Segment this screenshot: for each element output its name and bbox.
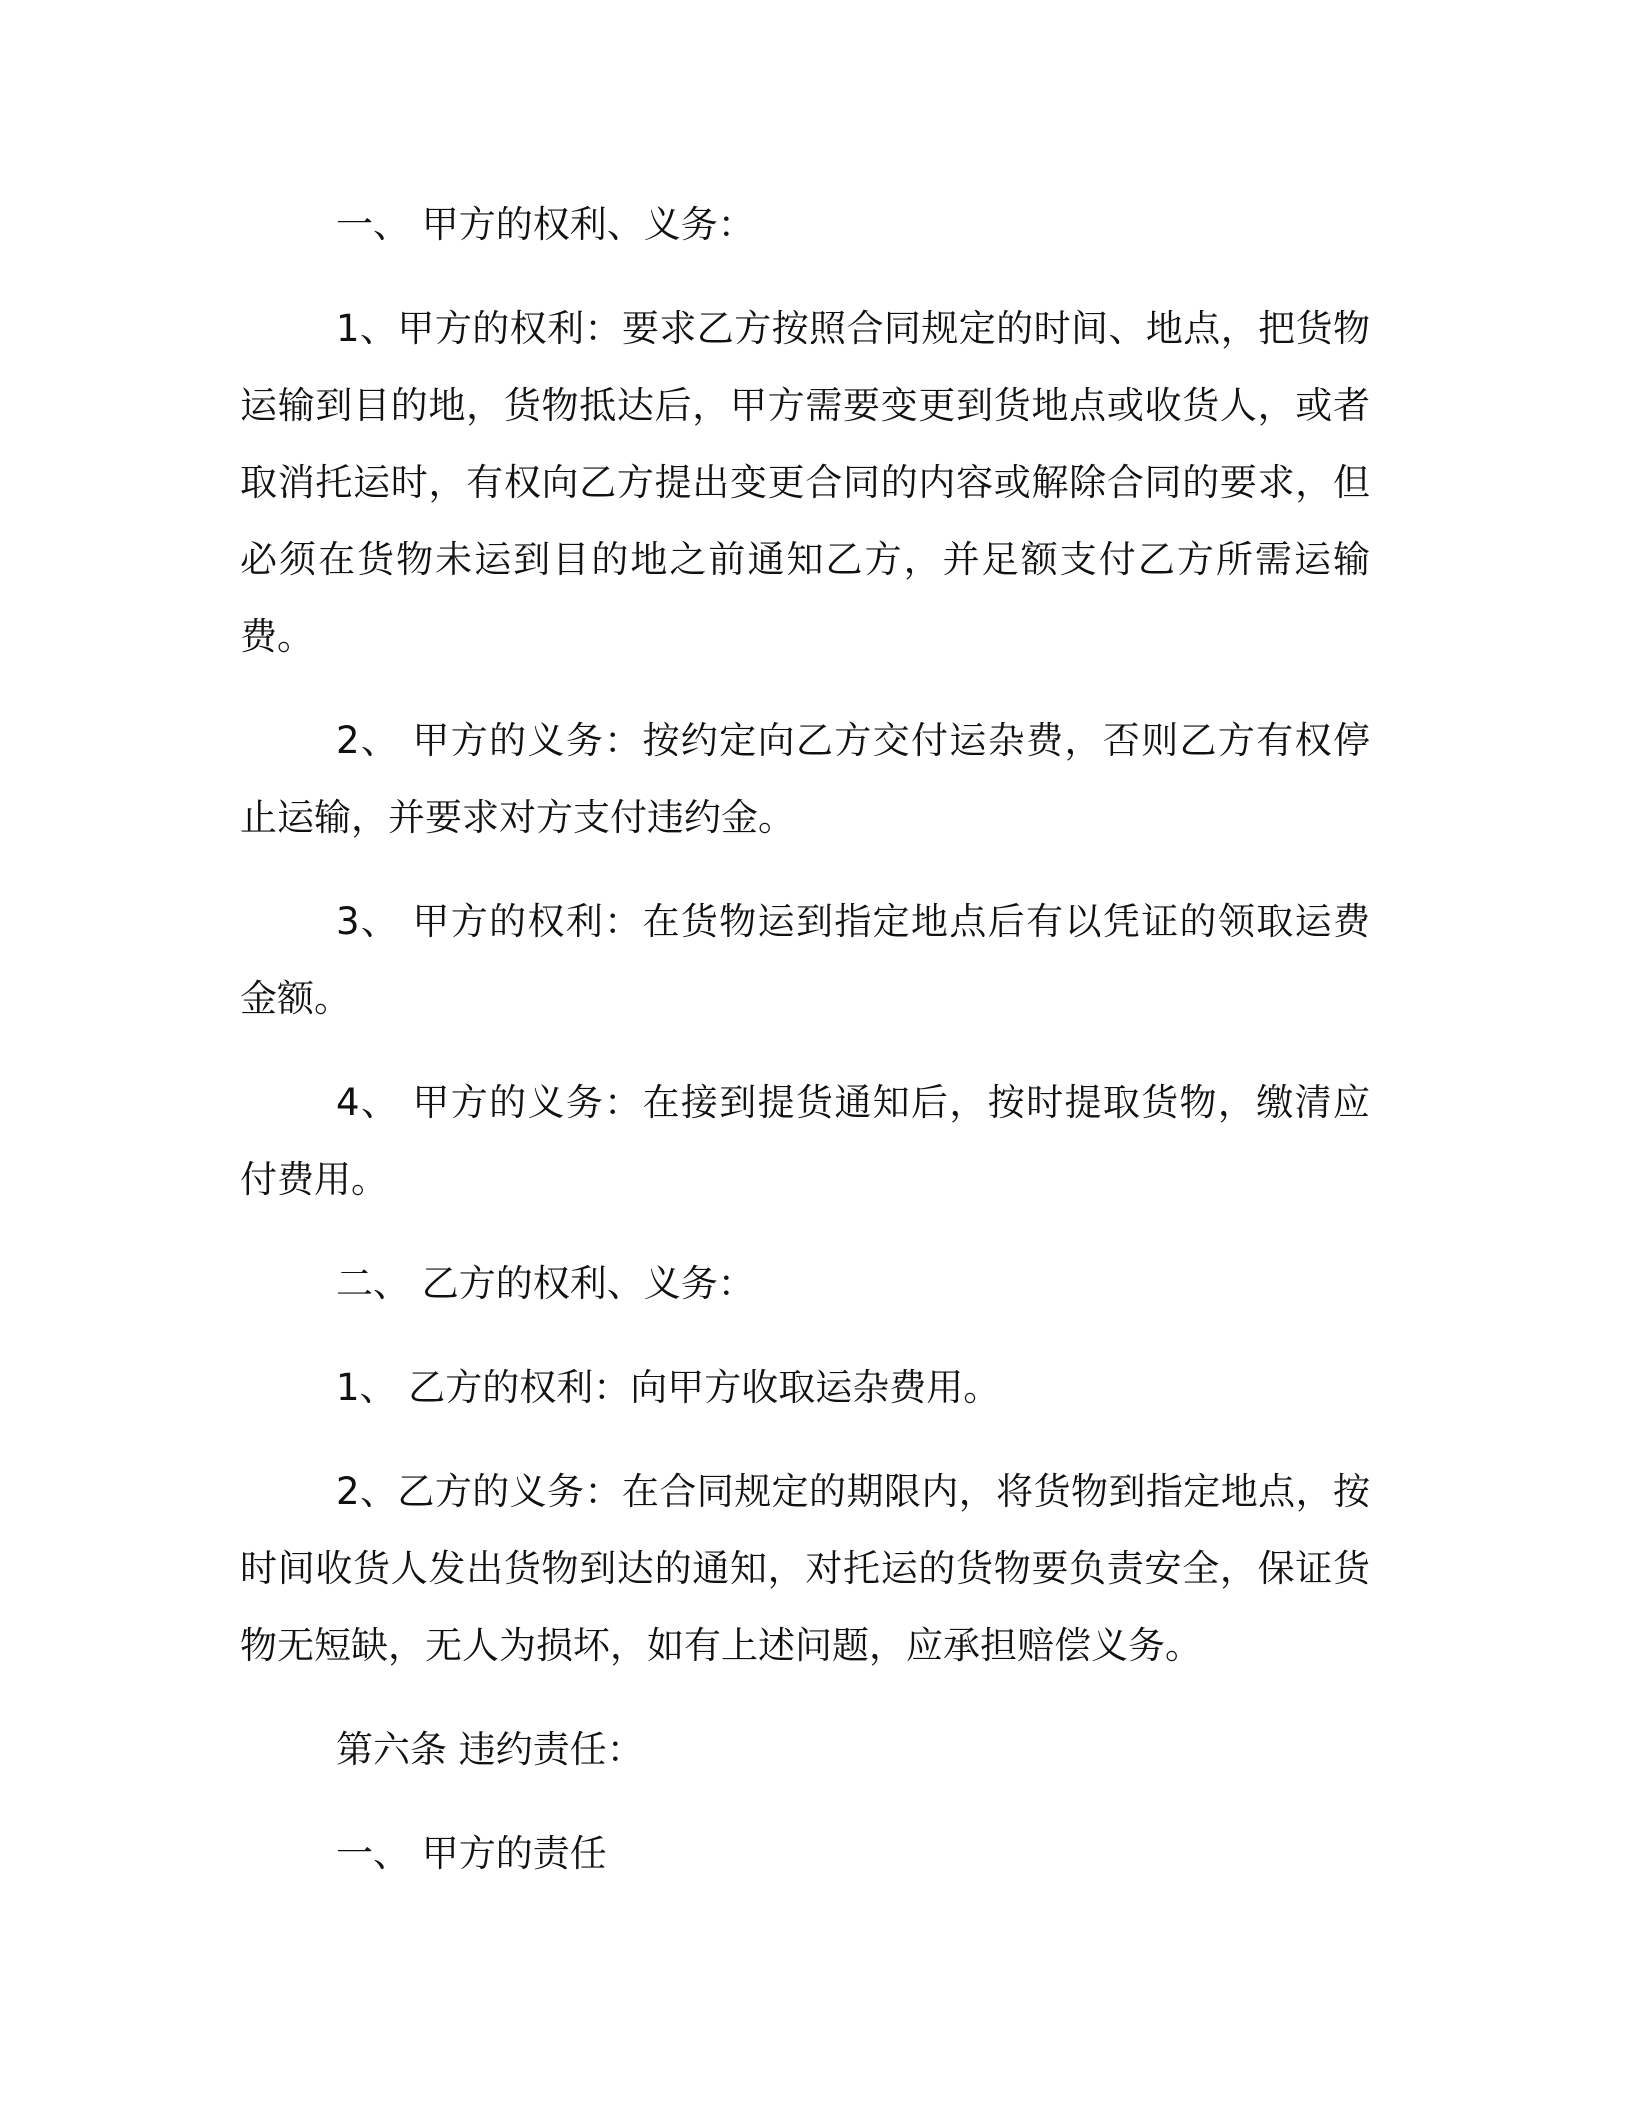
clause-party-a-duty-4: 4、 甲方的义务：在接到提货通知后，按时提取货物，缴清应付费用。 xyxy=(240,1081,1370,1201)
clause-party-b-duty-2: 2、乙方的义务：在合同规定的期限内，将货物到指定地点，按时间收货人发出货物到达的通知，对托运的货物要负责安全，保证货物无短缺，无人为损坏，如有上述问题，应承担赔偿义务。 xyxy=(240,1470,1370,1667)
clause-party-a-duty-2: 2、 甲方的义务：按约定向乙方交付运杂费，否则乙方有权停止运输，并要求对方支付违约金。 xyxy=(240,719,1370,839)
section-heading-party-a-liability: 一、 甲方的责任 xyxy=(336,1832,607,1875)
clause-party-b-right-1: 1、 乙方的权利：向甲方收取运杂费用。 xyxy=(336,1366,1001,1409)
section-heading-party-b-rights: 二、 乙方的权利、义务： xyxy=(336,1262,755,1305)
clause-party-a-right-1: 1、甲方的权利：要求乙方按照合同规定的时间、地点，把货物运输到目的地，货物抵达后，甲方需要变更到货地点或收货人，或者取消托运时，有权向乙方提出变更合同的内容或解除合同的要求，但必须在货物未运到目的地之前通知乙方，并足额支付乙方所需运输费。 xyxy=(240,307,1370,658)
document-body xyxy=(240,186,1370,1919)
clause-party-a-right-3: 3、 甲方的权利：在货物运到指定地点后有以凭证的领取运费金额。 xyxy=(240,900,1370,1020)
section-heading-party-a-rights: 一、 甲方的权利、义务： xyxy=(336,203,755,246)
article-six-heading: 第六条 违约责任： xyxy=(336,1728,644,1771)
